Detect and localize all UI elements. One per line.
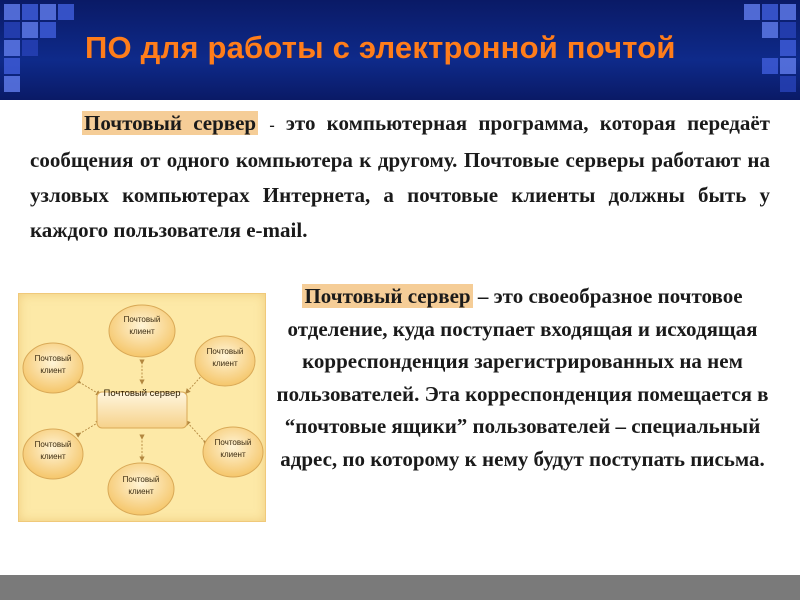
client-node: [200, 346, 250, 370]
decor-square: [4, 4, 20, 20]
decor-square: [4, 76, 20, 92]
client-label: Почтовый: [123, 315, 161, 324]
term-highlight: Почтовый сервер: [304, 284, 471, 308]
client-label: клиент: [40, 452, 66, 461]
client-label: Почтовый: [214, 438, 252, 447]
decor-square: [4, 22, 20, 38]
slide-title: ПО для работы с электронной почтой: [85, 30, 676, 65]
server-label: Почтовый сервер: [103, 388, 181, 399]
decor-square: [780, 76, 796, 92]
term-highlight: Почтовый сервер: [84, 111, 257, 135]
client-label: Почтовый: [34, 440, 72, 449]
decor-square: [762, 4, 778, 20]
decor-square: [22, 4, 38, 20]
slide-footer-bar: [0, 575, 800, 600]
client-label: клиент: [212, 359, 238, 368]
client-node: [28, 353, 78, 377]
decor-square: [22, 40, 38, 56]
mail-server-diagram: [18, 293, 266, 522]
paragraph-definition: [30, 106, 770, 248]
decor-square: [22, 22, 38, 38]
client-label: Почтовый: [206, 347, 244, 356]
client-label: Почтовый: [122, 475, 160, 484]
client-label: клиент: [128, 487, 154, 496]
paragraph-text: это компьютерная программа, которая передаёт сообщения от одного компьютера к другому. Почтовые серверы работают на узловых компьютерах Интернета, а почтовые клиенты должны быть у каждого пользователя e-mail.: [30, 111, 770, 242]
decor-square: [40, 4, 56, 20]
decor-square: [780, 58, 796, 74]
decor-square: [762, 22, 778, 38]
client-label: клиент: [129, 327, 155, 336]
paragraph-analogy: [270, 280, 775, 475]
decor-square: [780, 22, 796, 38]
client-node: [208, 437, 258, 461]
slide-header: [0, 0, 800, 100]
decor-square: [762, 58, 778, 74]
paragraph-text: – это своеобразное почтовое отделение, куда поступает входящая и исходящая корреспонденция зарегистрированных на нем пользователей. Эта корреспонденция помещается в “почтовые ящики” пользователей – специальный адрес, по которому к нему будут поступать письма.: [276, 284, 769, 471]
decor-square: [40, 22, 56, 38]
decor-square: [4, 40, 20, 56]
decor-square: [58, 4, 74, 20]
client-label: клиент: [220, 450, 246, 459]
client-node: [117, 314, 167, 338]
decor-square: [780, 40, 796, 56]
term-dash: -: [269, 117, 275, 134]
client-node: [116, 474, 166, 498]
decor-square: [744, 4, 760, 20]
client-label: клиент: [40, 366, 66, 375]
decor-square: [780, 4, 796, 20]
client-label: Почтовый: [34, 354, 72, 363]
decor-square: [4, 58, 20, 74]
client-node: [28, 439, 78, 463]
